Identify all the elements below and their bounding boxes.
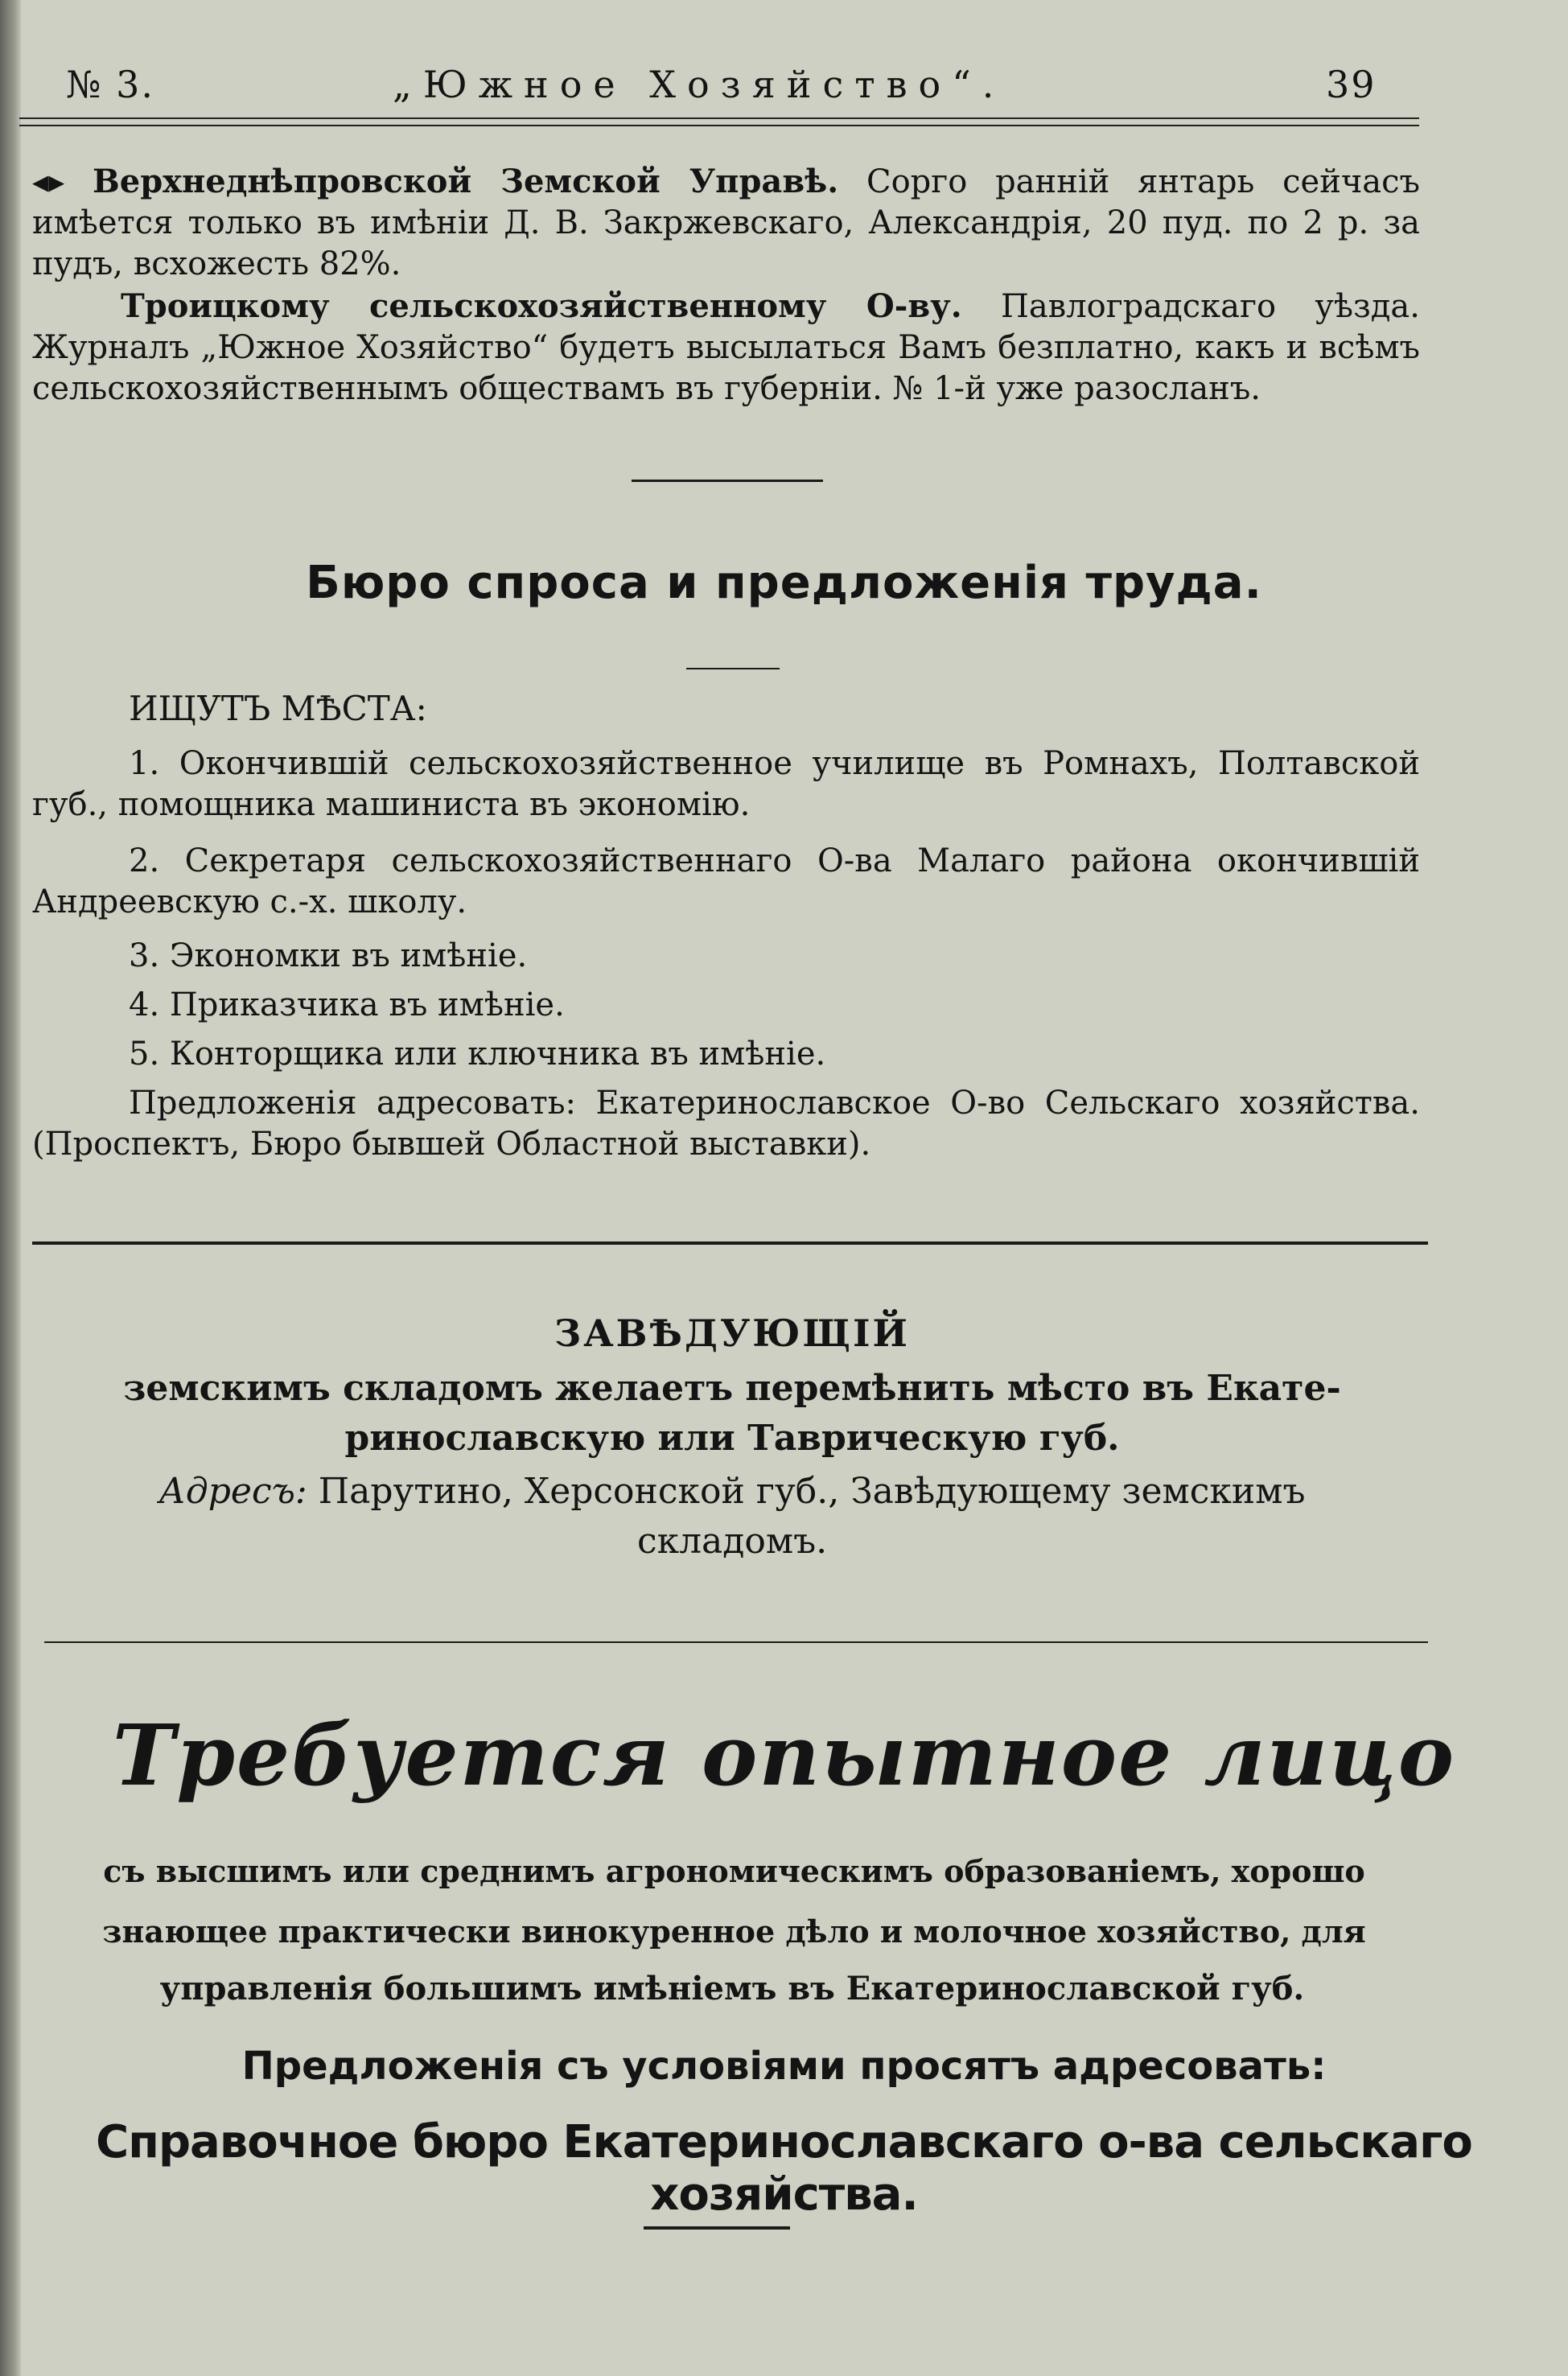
bureau-item-2: 2. Секретаря сельскохозяйственнаго О-ва Малаго района окончившій Андреевскую с.-х. школу. xyxy=(32,842,1420,920)
bureau-item-1: 1. Окончившій сельскохозяйственное училище въ Ромнахъ, Полтавской губ., помощника машиниста въ экономію. xyxy=(32,745,1420,823)
issue-number: № 3. xyxy=(66,63,155,106)
bureau-item-4: 4. Приказчика въ имѣніе. xyxy=(129,986,565,1023)
ad1-title: ЗАВѢДУЮЩІЙ xyxy=(554,1312,910,1355)
notice-2-text: Павлоградскаго уѣзда. Журналъ „Южное Хозяйство“ будетъ высылаться Вамъ безплатно, какъ и всѣмъ сельскохозяйственнымъ обществамъ въ губерніи. № 1-й уже разосланъ. xyxy=(32,288,1420,407)
ornament-icon: ◂▸ xyxy=(32,163,65,200)
ad2-bureau: Справочное бюро Екатеринославскаго о-ва сельскаго хозяйства. xyxy=(96,2116,1472,2221)
ad1-address-text: Парутино, Херсонской губ., Завѣдующему земскимъ xyxy=(318,1471,1306,1512)
page-header xyxy=(32,63,1432,121)
bureau-title: Бюро спроса и предложенія труда. xyxy=(306,557,1262,609)
notice-1 xyxy=(32,161,1420,285)
ad2-line1: съ высшимъ или среднимъ агрономическимъ образованіемъ, хорошо xyxy=(103,1853,1365,1889)
notice-1-text: Сорго ранній янтарь сейчасъ имѣется только въ имѣніи Д. В. Закржевскаго, Александрія, 20 пуд. по 2 р. за пудъ, всхожесть 82%. xyxy=(32,163,1420,282)
ad2-proposal: Предложенія съ условіями просятъ адресовать: xyxy=(241,2044,1327,2089)
page-number: 39 xyxy=(1326,63,1377,106)
ad2-title: Требуется опытное лицо xyxy=(112,1706,1456,1805)
book-binding xyxy=(0,0,21,2376)
ad1-address-2: складомъ. xyxy=(636,1521,828,1562)
bureau-item-5: 5. Конторщика или ключника въ имѣніе. xyxy=(129,1036,826,1073)
section-divider-1 xyxy=(32,1242,1428,1245)
ad1-line1: земскимъ складомъ желаетъ перемѣнить мѣсто въ Екате- xyxy=(123,1368,1341,1409)
ad1-address-label: Адресъ: xyxy=(158,1471,307,1512)
notice-1-addressee: Верхнеднѣпровской Земской Управѣ. xyxy=(92,163,839,200)
ad1-address xyxy=(32,1471,1432,1512)
short-divider-1 xyxy=(632,480,823,482)
ad2-line2: знающее практически винокуренное дѣло и молочное хозяйство, для xyxy=(102,1913,1366,1950)
header-rule-bottom xyxy=(19,125,1419,126)
header-rule-top xyxy=(19,117,1419,119)
bureau-offers: Предложенія адресовать: Екатеринославское О-во Сельскаго хозяйства. (Проспектъ, Бюро бывшей Областной выставки). xyxy=(32,1085,1420,1163)
journal-title: „Южное Хозяйство“. xyxy=(393,63,1006,106)
short-divider-3 xyxy=(644,2226,790,2230)
section-divider-2 xyxy=(44,1641,1428,1643)
notice-2-addressee: Троицкому сельскохозяйственному О-ву. xyxy=(121,287,962,325)
short-divider-2 xyxy=(686,668,780,669)
bureau-subtitle: ИЩУТЪ МѢСТА: xyxy=(129,689,427,728)
ad2-line3: управленія большимъ имѣніемъ въ Екатеринославской губ. xyxy=(159,1970,1305,2007)
notice-2 xyxy=(32,286,1420,410)
bureau-item-3: 3. Экономки въ имѣніе. xyxy=(129,937,528,974)
ad1-line2: ринославскую или Таврическую губ. xyxy=(344,1418,1120,1459)
